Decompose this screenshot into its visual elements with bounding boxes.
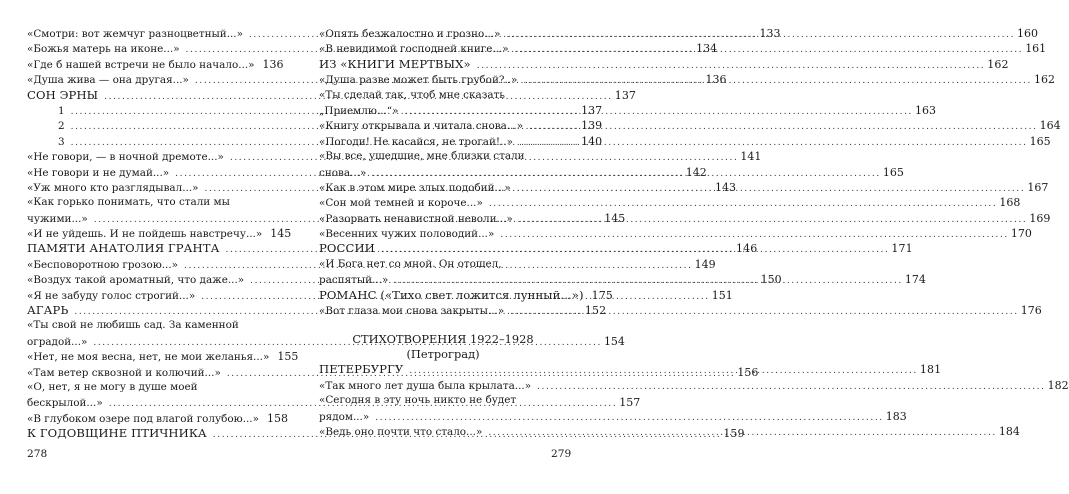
page-number-left: 278 — [27, 448, 48, 460]
dot-leader — [488, 426, 997, 441]
toc-entry-page: 155 — [277, 350, 299, 364]
toc-entry — [319, 287, 613, 303]
toc-entry — [319, 88, 567, 103]
toc-entry-page: 161 — [1025, 42, 1047, 56]
toc-entry-page: 134 — [696, 42, 718, 56]
toc-entry-title: РОМАНС («Тихо свет ложится лунный...») — [319, 287, 584, 302]
toc-entry-title: 2 — [58, 120, 65, 133]
dot-leader — [409, 364, 918, 379]
toc-entry — [319, 393, 567, 408]
toc-entry-page: 182 — [1047, 378, 1069, 392]
toc-entry-title: «Погоди! Не касайся, не трогай!..» — [319, 135, 514, 148]
toc-entry-title: «О, нет, я не могу в душе моей — [27, 380, 198, 393]
toc-entry-title: рядом...» — [319, 410, 370, 423]
toc-entry-page: 168 — [999, 196, 1021, 210]
toc-entry-title: «Не говори и не думай...» — [27, 166, 170, 179]
toc-entry-title: распятый...» — [319, 274, 389, 287]
toc-entry-title: «Весенних чужих половодий...» — [319, 228, 495, 241]
dot-leader — [507, 28, 1016, 43]
toc-entry-title: «Вы все, ушедшие, мне близки стали — [319, 150, 525, 163]
toc-entry-page: 171 — [891, 242, 913, 256]
toc-entry-title: К ГОДОВЩИНЕ ПТИЧНИКА — [27, 426, 207, 441]
toc-entry-title: «И Бога нет со мной. Он отошел, — [319, 257, 502, 270]
toc-entry-title: «Опять безжалостно и грозно...» — [319, 28, 501, 40]
toc-entry-title: РОССИИ — [319, 241, 375, 256]
toc-entry-title: 1 — [58, 104, 65, 117]
toc-entry-title: «Смотри: вот жемчуг разноцветный...» — [27, 28, 243, 40]
toc-entry-title: «Сегодня в эту ночь никто не будет — [319, 394, 517, 407]
toc-entry-page: 170 — [1010, 227, 1032, 241]
dot-leader — [529, 120, 1038, 135]
toc-entry-page: 174 — [904, 273, 926, 287]
toc-entry-page: 140 — [581, 134, 603, 148]
toc-entry-page: 145 — [270, 227, 292, 241]
toc-entry-page: 183 — [885, 409, 907, 423]
toc-entry-title: «Душа разве может быть грубой?..» — [319, 74, 518, 87]
toc-entry-page: 136 — [262, 57, 284, 71]
toc-entry-page: 145 — [604, 211, 626, 225]
toc-entry-title: АГАРЬ — [27, 303, 69, 318]
toc-entry-continuation — [319, 409, 907, 424]
toc-entry-title: «Так много лет душа была крылата...» — [319, 379, 532, 392]
dot-leader — [519, 213, 1028, 228]
toc-entry-page: 162 — [1033, 73, 1055, 87]
dot-leader — [519, 136, 1028, 151]
dot-leader — [515, 43, 1024, 58]
toc-entry-page: 184 — [998, 424, 1020, 438]
toc-entry — [27, 380, 276, 395]
toc-entry-title: СОН ЭРНЫ — [27, 87, 99, 102]
toc-entry — [27, 411, 288, 426]
toc-entry-title: чужими...» — [27, 212, 88, 225]
toc-entry-page: 151 — [711, 288, 733, 302]
page-number-right: 279 — [551, 448, 572, 460]
toc-entry-page: 142 — [685, 165, 707, 179]
dot-leader — [510, 305, 1019, 320]
toc-entry-title: «Как в этом мире злых подобий...» — [319, 181, 511, 194]
toc-entry-page: 149 — [694, 257, 716, 271]
section-subheading: (Петроград) — [406, 347, 480, 362]
toc-entry-page: 150 — [760, 273, 782, 287]
section-heading: СТИХОТВОРЕНИЯ 1922–1928 — [352, 332, 534, 347]
toc-entry-page: 165 — [1029, 134, 1051, 148]
toc-entry-page: 152 — [584, 304, 607, 318]
toc-entry — [319, 378, 1069, 393]
toc-entry-page: 136 — [705, 73, 727, 87]
toc-entry-title: «Я не забуду голос строгий...» — [27, 289, 196, 302]
toc-entry-page: 163 — [915, 103, 937, 117]
toc-entry — [27, 318, 276, 333]
toc-entry-page: 164 — [1039, 119, 1061, 133]
toc-entry-page: 137 — [581, 103, 603, 117]
toc-entry-title: «В невидимой господней книге...» — [319, 43, 509, 56]
toc-entry-title: «Душа жива — она другая...» — [27, 74, 189, 87]
toc-entry-page: 175 — [591, 288, 613, 302]
toc-entry-title: снова...» — [319, 166, 367, 179]
toc-entry-title: «Книгу открывала и читала снова...» — [319, 120, 524, 133]
toc-entry-page: 157 — [619, 396, 641, 410]
toc-entry-title: «Не говори, — в ночной дремоте...» — [27, 151, 224, 164]
dot-leader — [477, 59, 986, 74]
toc-entry-page: 176 — [1020, 304, 1042, 318]
dot-leader — [372, 167, 881, 182]
toc-entry-title: «Сон мой темней и короче...» — [319, 197, 483, 210]
dot-leader — [500, 228, 1009, 243]
dot-leader — [404, 105, 913, 120]
toc-entry-page: 141 — [740, 150, 762, 164]
toc-entry-page: 162 — [987, 57, 1009, 71]
toc-entry-page: 169 — [1029, 211, 1051, 225]
toc-entry-title: бескрылой...» — [27, 397, 103, 410]
dot-leader — [375, 411, 884, 426]
toc-entry-title: «В глубоком озере под влагой голубою...» — [27, 412, 259, 425]
toc-entry-page: 139 — [581, 119, 603, 133]
toc-entry-page: 133 — [759, 27, 781, 40]
toc-entry-page: 156 — [737, 365, 759, 379]
dot-leader — [517, 182, 1026, 197]
toc-entry — [27, 349, 299, 364]
dot-leader — [523, 74, 1032, 89]
toc-entry — [319, 226, 1032, 241]
toc-entry-title: «Как горько понимать, что стали мы — [27, 196, 230, 209]
toc-entry — [319, 149, 567, 164]
toc-entry-page: 158 — [266, 411, 288, 425]
toc-entry — [319, 257, 567, 272]
toc-entry-title: «Уж много кто разглядывал...» — [27, 181, 199, 194]
dot-leader — [537, 380, 1046, 395]
toc-entry-title: «Ты свой не любишь сад. За каменной — [27, 319, 239, 332]
toc-entry-title: «Ведь оно почти что стало...» — [319, 425, 483, 438]
toc-entry-title: «Бесповоротною грозою...» — [27, 258, 179, 271]
toc-entry — [27, 226, 292, 241]
toc-entry-title: ИЗ «КНИГИ МЕРТВЫХ» — [319, 56, 471, 71]
toc-entry-page: 143 — [715, 180, 737, 194]
toc-entry-page: 160 — [1017, 27, 1039, 40]
toc-entry-title: «И не уйдешь. И не пойдешь навстречу...» — [27, 228, 263, 241]
toc-entry-page: 146 — [736, 242, 758, 256]
toc-entry-page: 159 — [723, 427, 745, 441]
toc-entry-title: ПАМЯТИ АНАТОЛИЯ ГРАНТА — [27, 241, 220, 256]
toc-entry-title: «Там ветер сквозной и колючий...» — [27, 366, 221, 379]
toc-entry-title: 3 — [58, 135, 65, 148]
toc-entry-page: 154 — [603, 334, 625, 348]
toc-entry-title: «Вот глаза мои снова закрыты...» — [319, 305, 505, 318]
toc-entry-title: „Приемлю...“» — [319, 104, 399, 117]
toc-entry-title: «Ты сделай так, чтоб мне сказать — [319, 88, 505, 101]
toc-entry-title: «Божья матерь на иконе...» — [27, 43, 180, 56]
toc-entry-title: оградой...» — [27, 335, 88, 348]
toc-entry — [319, 195, 1021, 210]
toc-entry — [27, 57, 284, 72]
dot-leader — [489, 197, 998, 212]
toc-entry-page: 165 — [882, 165, 904, 179]
toc-entry-page: 181 — [919, 363, 942, 377]
toc-entry-title: ПЕТЕРБУРГУ — [319, 362, 404, 377]
toc-entry-page: 167 — [1027, 180, 1049, 194]
toc-entry-title: «Разорвать ненавистной неволи...» — [319, 212, 513, 225]
toc-entry-page: 137 — [614, 88, 637, 102]
toc-entry-title: «Нет, не моя весна, нет, не мои желанья...» — [27, 351, 270, 364]
toc-entry-title: «Где б нашей встречи не было начало...» — [27, 58, 255, 71]
toc-entry-title: «Воздух такой ароматный, что даже...» — [27, 274, 245, 287]
toc-entry — [319, 56, 1009, 72]
toc-entry — [27, 195, 276, 210]
